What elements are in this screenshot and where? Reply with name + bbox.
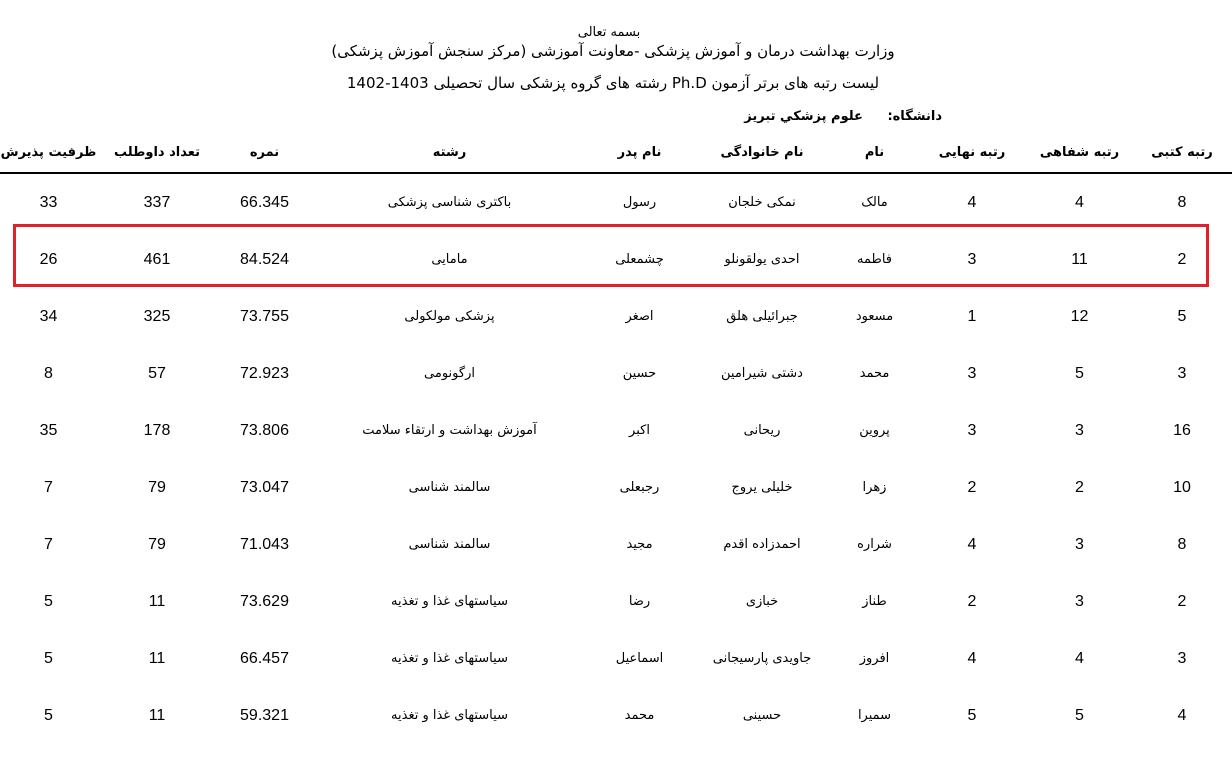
cell-written-rank: 8 xyxy=(1177,535,1187,553)
cell-score: 73.629 xyxy=(240,592,289,610)
cell-first-name: مالک xyxy=(861,195,888,210)
cell-score: 66.345 xyxy=(240,193,289,211)
cell-score: 71.043 xyxy=(240,535,289,553)
col-first-name: نام xyxy=(832,132,917,173)
col-written-rank: رتبه کتبی xyxy=(1132,132,1232,173)
cell-applicants: 79 xyxy=(148,478,166,496)
university-label: دانشگاه: xyxy=(887,109,942,124)
cell-oral-rank: 3 xyxy=(1075,535,1084,553)
table-row xyxy=(0,516,1232,573)
cell-first-name: سمیرا xyxy=(857,708,892,723)
cell-final-rank: 3 xyxy=(967,250,977,268)
col-final-rank: رتبه نهایی xyxy=(917,132,1027,173)
cell-first-name: شراره xyxy=(857,537,892,552)
table-row xyxy=(0,345,1232,402)
col-field: رشته xyxy=(312,132,587,173)
table-row xyxy=(0,687,1232,744)
cell-score: 84.524 xyxy=(240,250,289,268)
cell-field: سالمند شناسی xyxy=(408,480,491,495)
cell-last-name: جاویدی پارسیجانی xyxy=(712,651,812,666)
cell-father-name: رضا xyxy=(628,594,651,609)
cell-score: 59.321 xyxy=(240,706,289,724)
col-applicants: تعداد داوطلب xyxy=(97,132,217,173)
cell-last-name: دشتی شیرامین xyxy=(721,366,803,381)
cell-field: سیاستهای غذا و تغذیه xyxy=(391,594,508,609)
table-row xyxy=(0,173,1232,231)
cell-field: سالمند شناسی xyxy=(408,537,491,552)
cell-applicants: 11 xyxy=(148,592,166,610)
cell-first-name: طناز xyxy=(862,594,887,609)
cell-capacity: 35 xyxy=(39,421,58,439)
table-header-row xyxy=(0,132,1232,173)
cell-father-name: رسول xyxy=(622,195,657,210)
university-value: علوم پزشکي تبريز xyxy=(744,109,863,124)
cell-field: پزشکی مولکولی xyxy=(404,309,495,324)
table-row xyxy=(0,402,1232,459)
cell-applicants: 325 xyxy=(143,307,171,325)
cell-father-name: اکبر xyxy=(629,423,650,438)
cell-applicants: 178 xyxy=(143,421,171,439)
cell-applicants: 79 xyxy=(148,535,166,553)
col-score: نمره xyxy=(217,132,312,173)
highlight-box xyxy=(13,224,1209,287)
university-line xyxy=(744,109,942,124)
cell-last-name: خلیلی یروج xyxy=(731,480,793,495)
cell-score: 66.457 xyxy=(240,649,289,667)
cell-capacity: 5 xyxy=(44,592,53,610)
cell-capacity: 5 xyxy=(44,649,53,667)
cell-applicants: 11 xyxy=(148,706,166,724)
cell-oral-rank: 3 xyxy=(1075,592,1084,610)
cell-written-rank: 8 xyxy=(1177,193,1187,211)
cell-final-rank: 2 xyxy=(967,592,977,610)
cell-father-name: اسماعیل xyxy=(615,651,664,666)
col-last-name: نام خانوادگی xyxy=(692,132,832,173)
cell-capacity: 34 xyxy=(39,307,58,325)
cell-last-name: حسینی xyxy=(742,708,782,723)
cell-first-name: مسعود xyxy=(855,309,894,324)
cell-score: 72.923 xyxy=(240,364,289,382)
cell-field: سیاستهای غذا و تغذیه xyxy=(391,651,508,666)
cell-field: ارگونومی xyxy=(424,366,475,381)
cell-last-name: احمدزاده اقدم xyxy=(723,537,801,552)
cell-applicants: 57 xyxy=(148,364,166,382)
table-row xyxy=(0,573,1232,630)
cell-applicants: 461 xyxy=(143,250,171,268)
list-title: لیست رتبه های برتر آزمون Ph.D رشته های گروه پزشکی سال تحصیلی 1403-1402 xyxy=(346,74,880,92)
cell-final-rank: 4 xyxy=(967,535,977,553)
cell-last-name: جبرائیلی هلق xyxy=(726,309,798,324)
cell-capacity: 8 xyxy=(44,364,53,382)
cell-oral-rank: 5 xyxy=(1075,364,1084,382)
cell-written-rank: 3 xyxy=(1177,364,1187,382)
table-row xyxy=(0,459,1232,516)
cell-first-name: پروین xyxy=(859,423,890,438)
cell-oral-rank: 11 xyxy=(1071,250,1088,268)
cell-field: آموزش بهداشت و ارتقاء سلامت xyxy=(362,423,537,438)
cell-father-name: رجبعلی xyxy=(619,480,660,495)
cell-first-name: محمد xyxy=(859,366,890,381)
cell-capacity: 5 xyxy=(44,706,53,724)
cell-score: 73.806 xyxy=(240,421,289,439)
cell-applicants: 11 xyxy=(148,649,166,667)
cell-field: مامایی xyxy=(431,252,468,267)
cell-final-rank: 1 xyxy=(967,307,977,325)
cell-capacity: 26 xyxy=(39,250,58,268)
cell-score: 73.047 xyxy=(240,478,289,496)
cell-last-name: خبازی xyxy=(745,594,779,609)
table-row xyxy=(0,288,1232,345)
document-heading-bismillah: بسمه تعالی xyxy=(577,25,641,40)
cell-father-name: محمد xyxy=(624,708,655,723)
col-oral-rank: رتبه شفاهی xyxy=(1027,132,1132,173)
cell-final-rank: 4 xyxy=(967,649,977,667)
cell-last-name: احدی یولقونلو xyxy=(724,252,800,267)
cell-final-rank: 5 xyxy=(967,706,977,724)
cell-father-name: اصغر xyxy=(625,309,654,324)
cell-capacity: 33 xyxy=(39,193,58,211)
cell-oral-rank: 12 xyxy=(1070,307,1089,325)
ministry-title: وزارت بهداشت درمان و آموزش پزشکی -معاونت آموزشی (مرکز سنجش آموزش پزشکی) xyxy=(331,42,895,60)
cell-last-name: ریحانی xyxy=(743,423,781,438)
table-row xyxy=(0,630,1232,687)
cell-oral-rank: 4 xyxy=(1075,193,1084,211)
cell-first-name: زهرا xyxy=(862,480,887,495)
cell-father-name: چشمعلی xyxy=(615,252,664,267)
cell-written-rank: 16 xyxy=(1173,421,1191,439)
cell-written-rank: 2 xyxy=(1177,592,1187,610)
cell-written-rank: 4 xyxy=(1177,706,1187,724)
cell-field: سیاستهای غذا و تغذیه xyxy=(391,708,508,723)
cell-last-name: نمکی خلجان xyxy=(728,195,796,210)
cell-final-rank: 3 xyxy=(967,364,977,382)
cell-oral-rank: 4 xyxy=(1075,649,1084,667)
cell-final-rank: 2 xyxy=(967,478,977,496)
cell-written-rank: 3 xyxy=(1177,649,1187,667)
cell-applicants: 337 xyxy=(143,193,171,211)
cell-oral-rank: 5 xyxy=(1075,706,1084,724)
cell-father-name: حسین xyxy=(622,366,657,381)
cell-first-name: افروز xyxy=(859,651,890,666)
cell-field: باکتری شناسی پزشکی xyxy=(387,195,512,210)
col-father-name: نام پدر xyxy=(587,132,692,173)
cell-score: 73.755 xyxy=(240,307,289,325)
cell-oral-rank: 3 xyxy=(1075,421,1084,439)
cell-oral-rank: 2 xyxy=(1075,478,1084,496)
cell-written-rank: 10 xyxy=(1173,478,1191,496)
col-capacity: ظرفیت پذیرش xyxy=(0,132,97,173)
cell-written-rank: 5 xyxy=(1177,307,1187,325)
cell-written-rank: 2 xyxy=(1177,250,1187,268)
cell-first-name: فاطمه xyxy=(856,252,892,267)
cell-final-rank: 3 xyxy=(967,421,977,439)
cell-capacity: 7 xyxy=(44,535,53,553)
cell-father-name: مجید xyxy=(626,537,653,552)
cell-final-rank: 4 xyxy=(967,193,977,211)
cell-capacity: 7 xyxy=(44,478,53,496)
